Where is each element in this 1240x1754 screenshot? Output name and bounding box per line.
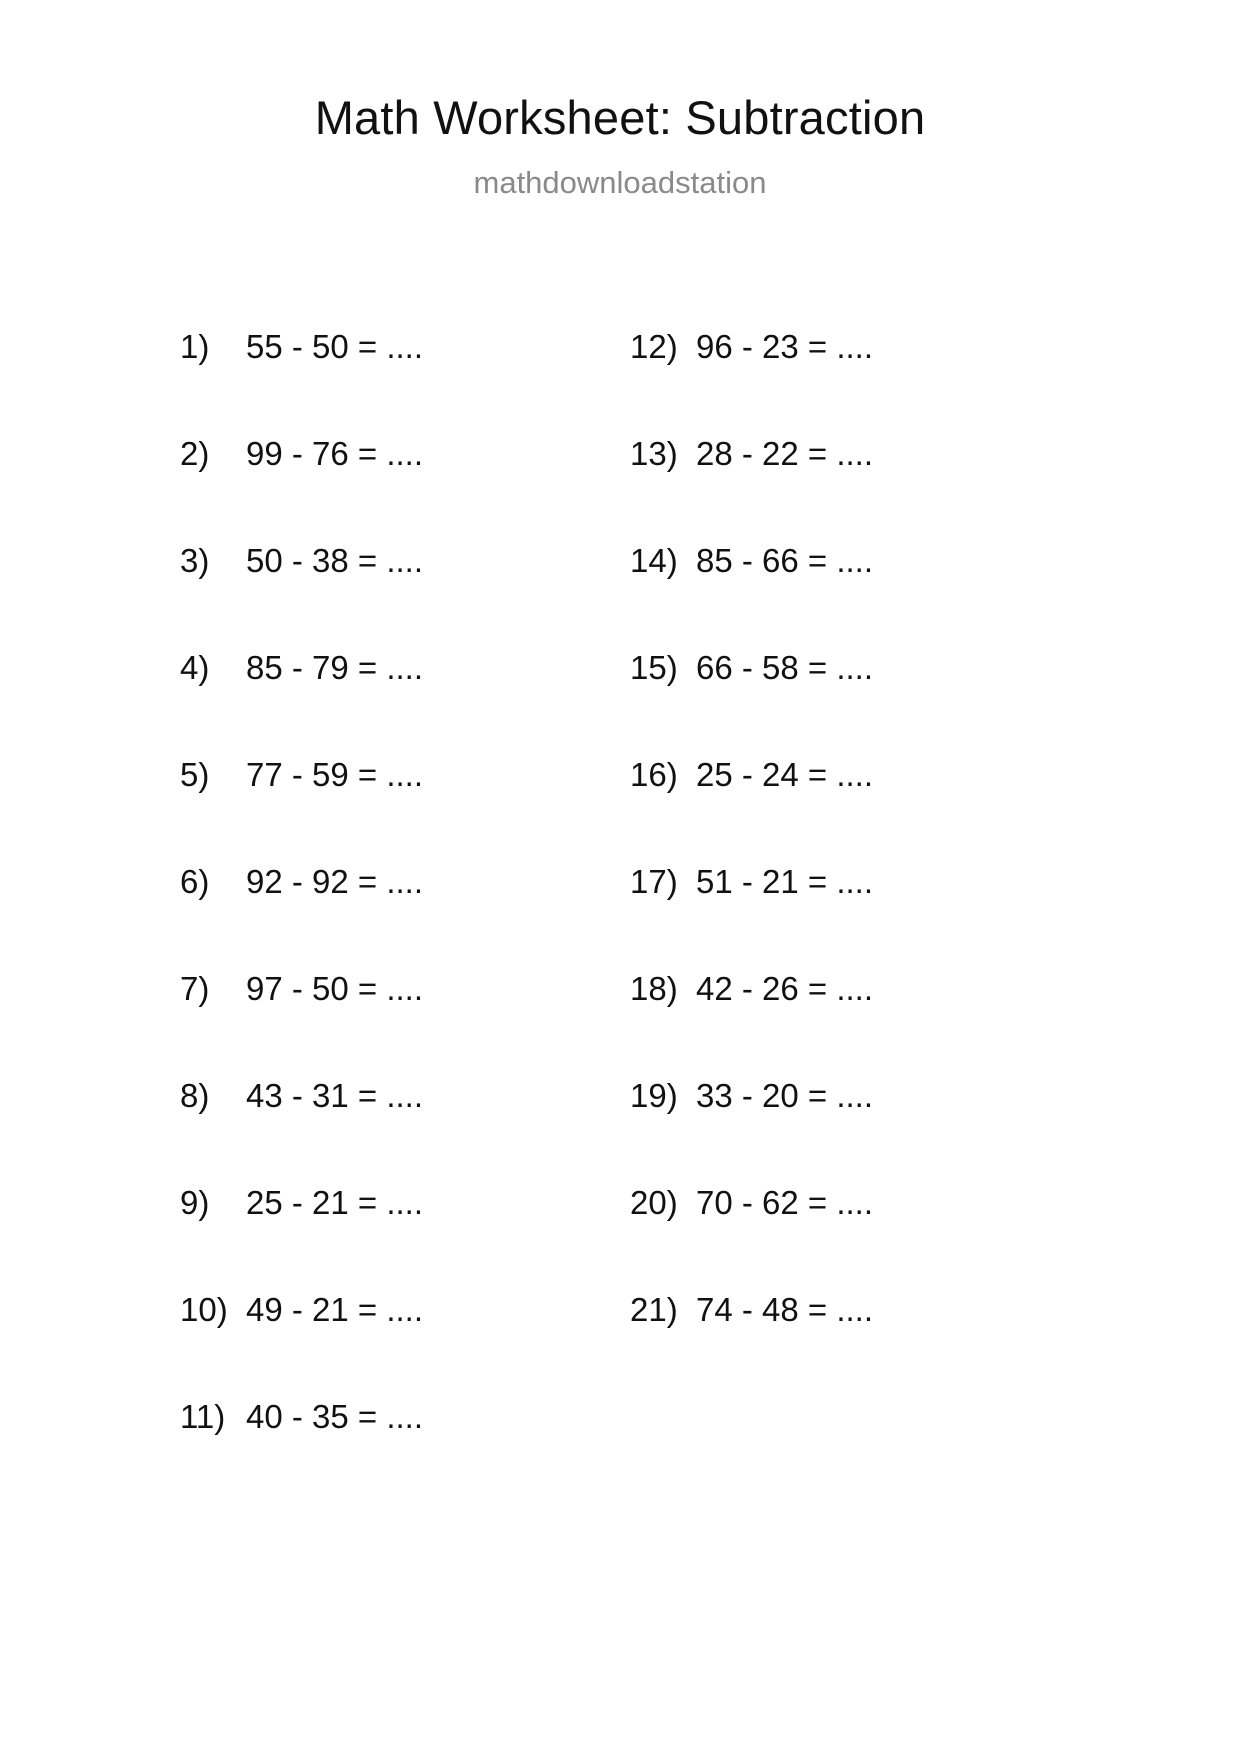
problem-item xyxy=(180,544,480,651)
problems-column-right xyxy=(480,330,1060,1507)
problem-expression: 99 - 76 = .... xyxy=(246,435,424,472)
problem-expression: 28 - 22 = .... xyxy=(696,435,874,472)
problem-expression: 42 - 26 = .... xyxy=(696,970,874,1007)
problem-expression: 25 - 21 = .... xyxy=(246,1184,424,1221)
problem-expression: 43 - 31 = .... xyxy=(246,1077,424,1114)
problem-expression: 50 - 38 = .... xyxy=(246,542,424,579)
problem-expression: 51 - 21 = .... xyxy=(696,863,874,900)
problem-number: 21) xyxy=(630,1291,678,1328)
problem-number: 3) xyxy=(180,542,210,579)
problem-item xyxy=(180,1186,480,1293)
page-title: Math Worksheet: Subtraction xyxy=(314,91,926,144)
problem-expression: 85 - 79 = .... xyxy=(246,649,424,686)
problems-area xyxy=(0,330,1240,1507)
problem-item xyxy=(630,972,1060,1079)
problem-number: 8) xyxy=(180,1077,210,1114)
problem-item xyxy=(630,651,1060,758)
problem-expression: 74 - 48 = .... xyxy=(696,1291,874,1328)
problems-column-left xyxy=(0,330,480,1507)
problem-expression: 25 - 24 = .... xyxy=(696,756,874,793)
problem-expression: 40 - 35 = .... xyxy=(246,1398,424,1435)
problem-expression: 33 - 20 = .... xyxy=(696,1077,874,1114)
problem-number: 15) xyxy=(630,649,678,686)
problem-number: 17) xyxy=(630,863,678,900)
problem-item xyxy=(180,437,480,544)
problem-item xyxy=(630,544,1060,651)
problem-item xyxy=(630,437,1060,544)
problem-number: 7) xyxy=(180,970,210,1007)
problem-number: 12) xyxy=(630,328,678,365)
problem-expression: 92 - 92 = .... xyxy=(246,863,424,900)
problem-item xyxy=(630,1079,1060,1186)
problem-item xyxy=(180,1079,480,1186)
problem-number: 9) xyxy=(180,1184,210,1221)
problem-number: 11) xyxy=(180,1398,226,1435)
problem-expression: 66 - 58 = .... xyxy=(696,649,874,686)
problem-item xyxy=(630,1186,1060,1293)
problem-item xyxy=(180,865,480,972)
problem-expression: 70 - 62 = .... xyxy=(696,1184,874,1221)
problem-item xyxy=(180,758,480,865)
problem-expression: 55 - 50 = .... xyxy=(246,328,424,365)
problem-item xyxy=(630,865,1060,972)
problem-number: 10) xyxy=(180,1291,228,1328)
problem-item xyxy=(180,651,480,758)
problem-expression: 49 - 21 = .... xyxy=(246,1291,424,1328)
problem-number: 5) xyxy=(180,756,210,793)
problem-item xyxy=(630,330,1060,437)
problem-number: 16) xyxy=(630,756,678,793)
problem-expression: 77 - 59 = .... xyxy=(246,756,424,793)
problem-number: 13) xyxy=(630,435,678,472)
problem-expression: 85 - 66 = .... xyxy=(696,542,874,579)
problem-expression: 96 - 23 = .... xyxy=(696,328,874,365)
problem-item xyxy=(180,1293,480,1400)
problem-number: 20) xyxy=(630,1184,678,1221)
problem-number: 19) xyxy=(630,1077,678,1114)
problem-expression: 97 - 50 = .... xyxy=(246,970,424,1007)
problem-number: 18) xyxy=(630,970,678,1007)
problem-item xyxy=(630,758,1060,865)
problem-number: 14) xyxy=(630,542,678,579)
problem-item xyxy=(630,1293,1060,1400)
problem-number: 4) xyxy=(180,649,210,686)
problem-number: 2) xyxy=(180,435,210,472)
problem-number: 6) xyxy=(180,863,210,900)
problem-item xyxy=(180,1400,480,1507)
problem-item xyxy=(180,330,480,437)
page-subtitle: mathdownloadstation xyxy=(473,165,767,200)
problem-number: 1) xyxy=(180,328,210,365)
problem-item xyxy=(180,972,480,1079)
